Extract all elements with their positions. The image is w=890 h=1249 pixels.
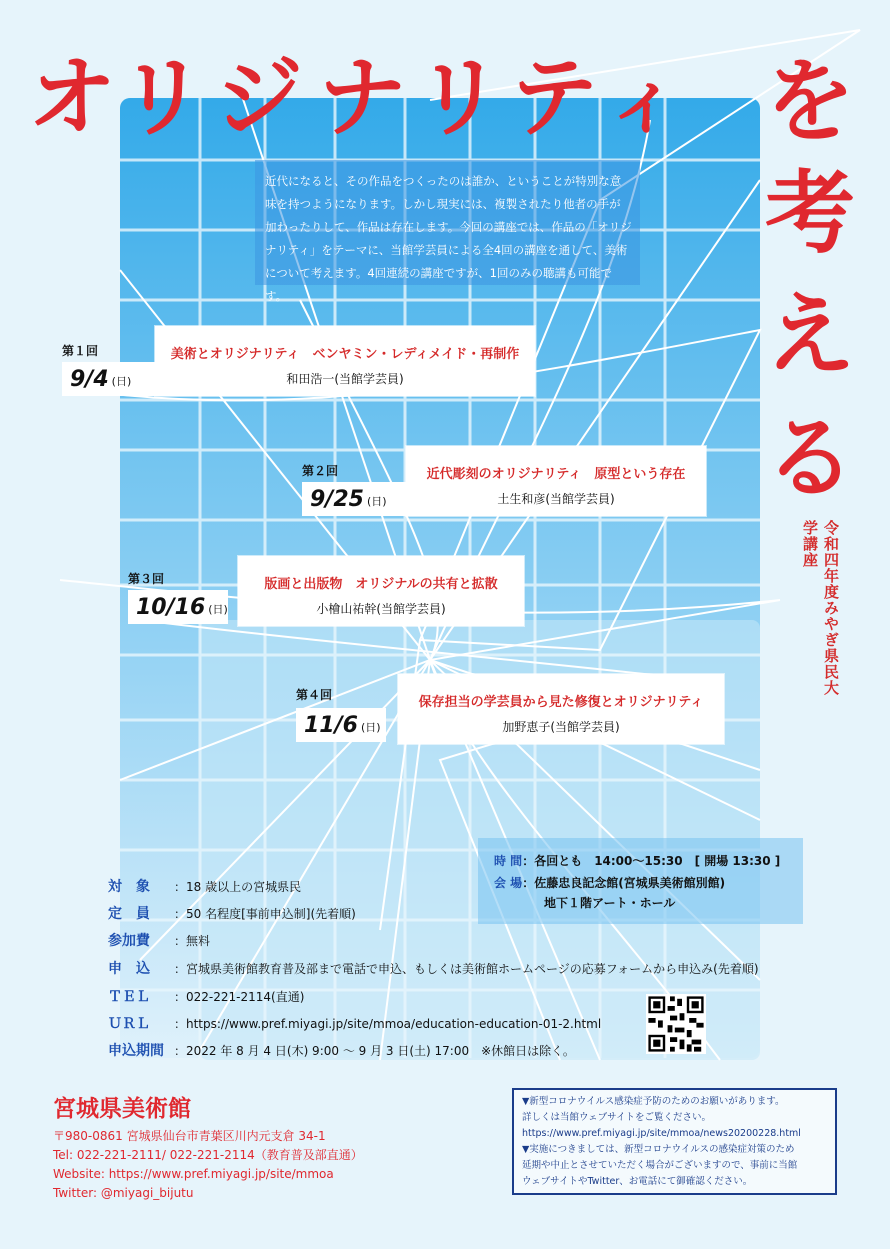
date-text: 10/16 bbox=[136, 595, 206, 620]
intro-text: 近代になると、その作品をつくったのは誰か、ということが特別な意味を持つようになります。しかし現実には、複製されたり他者の手が加わったりして、作品は存在します。今回の講座では、作品の「オリジナリティ」をテーマに、当館学芸員による全4回の講座を通して、美術について考えます。4回連続の講座ですが、1回のみの聴講も可能です。 bbox=[255, 160, 640, 285]
info-key: 申込期間 bbox=[108, 1043, 164, 1059]
time-row bbox=[494, 852, 780, 869]
info-value: ：18 歳以上の宮城県民 bbox=[174, 880, 302, 894]
museum-website[interactable]: Website: https://www.pref.miyagi.jp/site/mmoa bbox=[53, 1167, 334, 1181]
info-url bbox=[108, 1013, 601, 1033]
title-char: る bbox=[765, 406, 855, 511]
info-value: ：022-221-2114(直通) bbox=[174, 990, 305, 1004]
session-label: 第４回 bbox=[296, 688, 333, 702]
info-key: 定 員 bbox=[108, 906, 150, 922]
session-label: 第２回 bbox=[302, 464, 339, 478]
title-char: ジ bbox=[215, 46, 304, 149]
weekday-text: (日) bbox=[366, 495, 387, 508]
session-date bbox=[128, 590, 228, 624]
date-text: 9/25 bbox=[310, 487, 364, 512]
notice-line: ウェブサイトやTwitter、お電話にて御確認ください。 bbox=[522, 1176, 753, 1187]
title-char: リ bbox=[415, 46, 504, 149]
notice-line: 延期や中止とさせていただく場合がございますので、事前に当館 bbox=[522, 1160, 798, 1171]
schedule-box bbox=[478, 838, 803, 924]
info-apply bbox=[108, 958, 759, 978]
info-key: ＴＥＬ bbox=[108, 989, 150, 1005]
venue-key: 会 場 bbox=[494, 876, 523, 890]
title-char: え bbox=[765, 283, 855, 388]
date-text: 9/4 bbox=[70, 367, 109, 392]
info-value: ：50 名程度[事前申込制](先着順) bbox=[174, 907, 356, 921]
session-label: 第３回 bbox=[128, 572, 165, 586]
venue-row bbox=[494, 874, 725, 891]
museum-name: 宮城県美術館 bbox=[53, 1096, 191, 1122]
info-key: ＵＲＬ bbox=[108, 1016, 150, 1032]
info-tel bbox=[108, 986, 304, 1006]
session-date bbox=[296, 708, 386, 742]
session-card bbox=[238, 556, 524, 626]
title-char: を bbox=[765, 49, 855, 154]
museum-twitter[interactable]: Twitter: @miyagi_bijutu bbox=[53, 1186, 194, 1200]
info-fee bbox=[108, 930, 210, 950]
session-speaker: 小檜山祐幹(当館学芸員) bbox=[316, 602, 446, 616]
info-key: 対 象 bbox=[108, 879, 150, 895]
session-title: 近代彫刻のオリジナリティ 原型という存在 bbox=[426, 467, 686, 482]
info-value: ：宮城県美術館教育普及部まで電話で申込、もしくは美術館ホームページの応募フォームから申込み(先着順) bbox=[174, 962, 759, 976]
date-text: 11/6 bbox=[304, 713, 358, 738]
venue-row-2: 地下１階アート・ホール bbox=[544, 896, 676, 910]
title-char: ナ bbox=[318, 46, 407, 149]
series-label: 令和四年度みやぎ県民大学講座 bbox=[801, 520, 840, 696]
session-card bbox=[398, 674, 724, 744]
info-period bbox=[108, 1040, 575, 1060]
session-speaker: 土生和彦(当館学芸員) bbox=[497, 492, 615, 506]
session-card bbox=[155, 326, 535, 396]
museum-tel: Tel: 022-221-2111/ 022-221-2114（教育普及部直通） bbox=[53, 1148, 363, 1162]
session-label: 第１回 bbox=[62, 344, 99, 358]
info-capacity bbox=[108, 903, 356, 923]
weekday-text: (日) bbox=[208, 603, 228, 616]
title-char: テ bbox=[510, 46, 599, 149]
session-card bbox=[406, 446, 706, 516]
title-char: 考 bbox=[765, 161, 855, 266]
notice-line: ▼新型コロナウイルス感染症予防のためのお願いがあります。 bbox=[522, 1096, 785, 1107]
title-char: ィ bbox=[605, 56, 681, 145]
info-target bbox=[108, 876, 301, 896]
session-title: 保存担当の学芸員から見た修復とオリジナリティ bbox=[418, 695, 704, 710]
title-char: リ bbox=[118, 46, 207, 149]
info-value: ：2022 年 8 月 4 日(木) 9:00 〜 9 月 3 日(土) 17:00 ※休館日は除く。 bbox=[174, 1044, 575, 1058]
session-date bbox=[302, 482, 406, 516]
qr-code-icon bbox=[646, 994, 706, 1054]
info-key: 申 込 bbox=[108, 961, 150, 977]
session-title: 美術とオリジナリティ ベンヤミン・レディメイド・再制作 bbox=[170, 347, 520, 362]
notice-line: 詳しくは当館ウェブサイトをご覧ください。 bbox=[522, 1112, 711, 1123]
museum-address: 〒980-0861 宮城県仙台市青葉区川内元支倉 34-1 bbox=[53, 1129, 326, 1143]
notice-line: ▼実施につきましては、新型コロナウイルスの感染症対策のため bbox=[522, 1144, 795, 1155]
time-value: ：各回とも 14:00〜15:30 [ 開場 13:30 ] bbox=[522, 854, 781, 868]
weekday-text: (日) bbox=[360, 721, 381, 734]
notice-url[interactable]: https://www.pref.miyagi.jp/site/mmoa/news20200228.html bbox=[522, 1128, 801, 1139]
weekday-text: (日) bbox=[111, 375, 132, 388]
session-speaker: 加野恵子(当館学芸員) bbox=[502, 720, 620, 734]
session-speaker: 和田浩一(当館学芸員) bbox=[286, 372, 404, 386]
session-date bbox=[62, 362, 157, 396]
info-value: ：無料 bbox=[174, 934, 211, 948]
notice-box bbox=[512, 1088, 837, 1195]
venue-value: ：佐藤忠良記念館(宮城県美術館別館) bbox=[522, 876, 726, 890]
museum-info bbox=[53, 1090, 363, 1203]
title-char: オ bbox=[28, 46, 117, 149]
info-key: 参加費 bbox=[108, 933, 150, 949]
time-key: 時 間 bbox=[494, 854, 523, 868]
session-title: 版画と出版物 オリジナルの共有と拡散 bbox=[264, 577, 498, 592]
info-value[interactable]: ：https://www.pref.miyagi.jp/site/mmoa/education-education-01-2.html bbox=[174, 1017, 602, 1031]
